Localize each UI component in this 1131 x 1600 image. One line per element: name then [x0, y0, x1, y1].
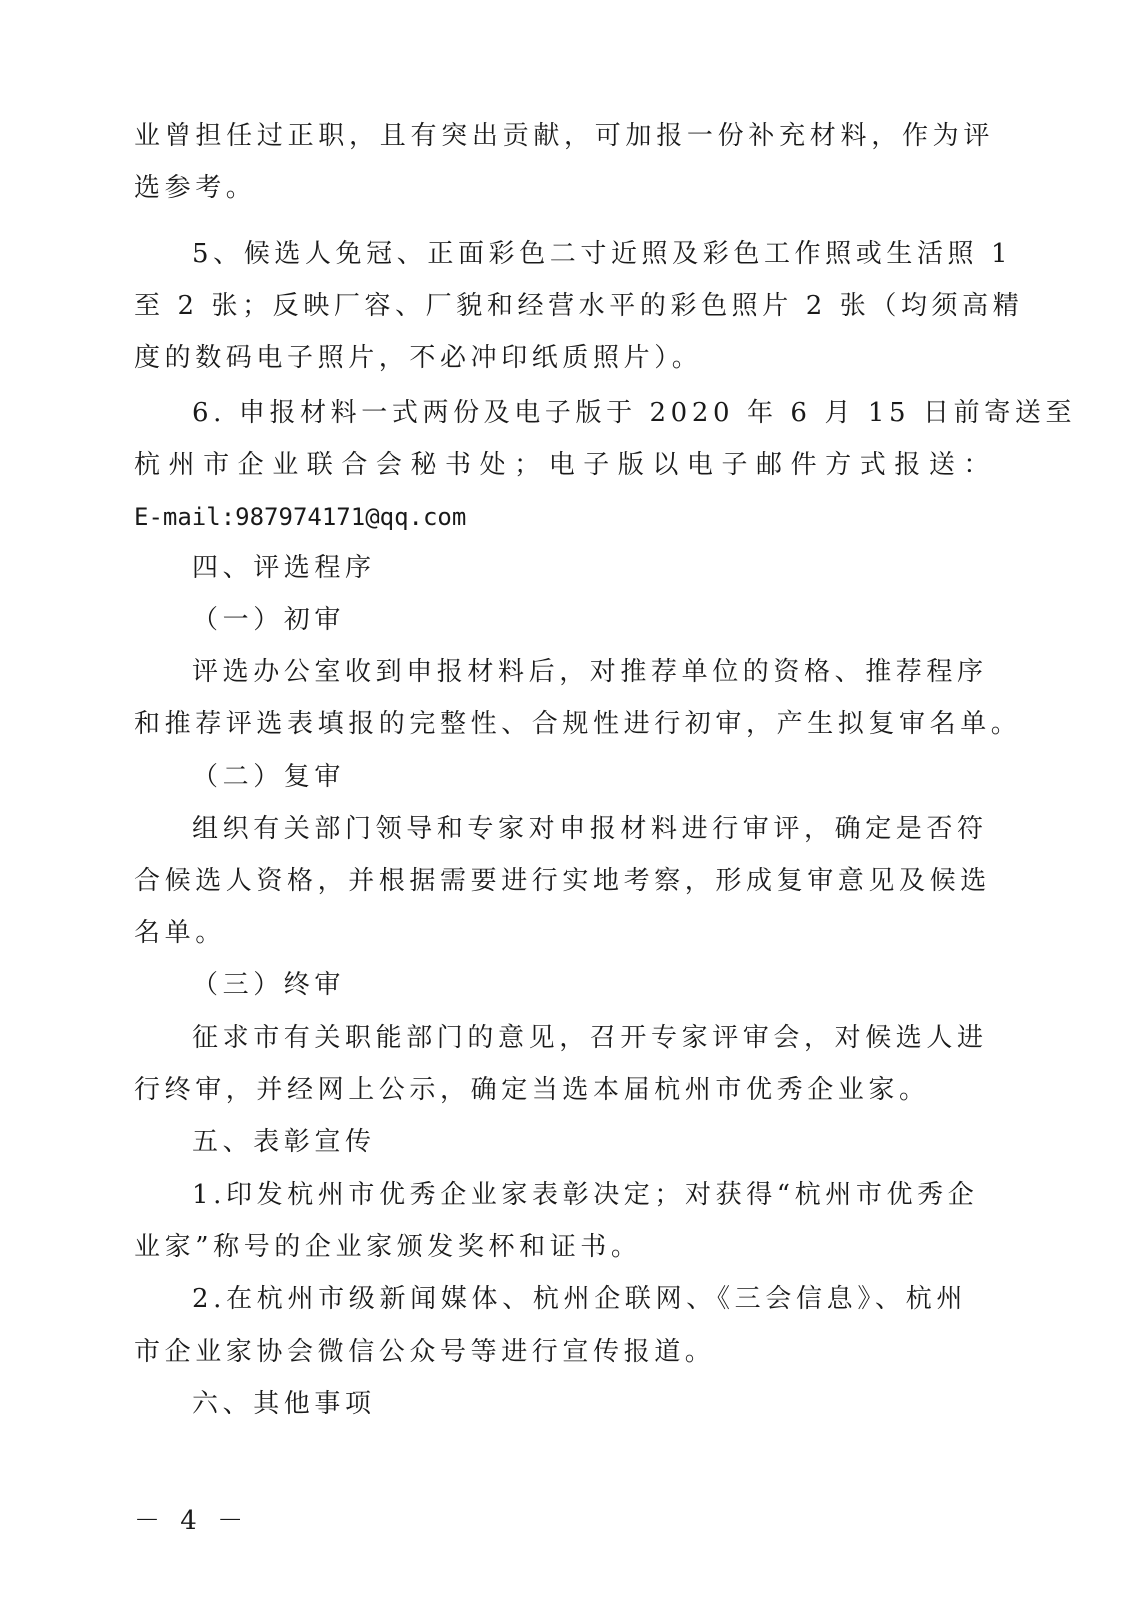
- paragraph-line: 选参考。: [134, 173, 257, 203]
- paragraph-line: 6. 申报材料一式两份及电子版于 2020 年 6 月 15 日前寄送至: [192, 398, 1077, 428]
- paragraph-line: 评选办公室收到申报材料后，对推荐单位的资格、推荐程序: [192, 657, 988, 687]
- paragraph-line: 至 2 张；反映厂容、厂貌和经营水平的彩色照片 2 张（均须高精: [134, 291, 1024, 321]
- email-line: E-mail:987974171@qq.com: [134, 503, 467, 531]
- paragraph-line: 名单。: [134, 918, 226, 948]
- paragraph-line: 1.印发杭州市优秀企业家表彰决定；对获得“杭州市优秀企: [192, 1180, 979, 1210]
- section-heading: 六、其他事项: [192, 1389, 376, 1419]
- subsection-heading: （三）终审: [192, 970, 346, 1000]
- paragraph-line: 度的数码电子照片，不必冲印纸质照片）。: [134, 343, 703, 373]
- subsection-heading: （一）初审: [192, 605, 346, 635]
- paragraph-line: 5、候选人免冠、正面彩色二寸近照及彩色工作照或生活照 1: [192, 239, 1013, 269]
- paragraph-line: 市企业家协会微信公众号等进行宣传报道。: [134, 1337, 716, 1367]
- paragraph-line: 合候选人资格，并根据需要进行实地考察，形成复审意见及候选: [134, 866, 991, 896]
- paragraph-line: 征求市有关职能部门的意见，召开专家评审会，对候选人进: [192, 1023, 988, 1053]
- paragraph-line: 业家”称号的企业家颁发奖杯和证书。: [134, 1232, 642, 1262]
- paragraph-line: 组织有关部门领导和专家对申报材料进行审评，确定是否符: [192, 814, 988, 844]
- section-heading: 五、表彰宣传: [192, 1127, 376, 1157]
- paragraph-line: 杭州市企业联合会秘书处；电子版以电子邮件方式报送：: [134, 450, 994, 480]
- page-number: － 4 －: [134, 1506, 250, 1536]
- paragraph-line: 和推荐评选表填报的完整性、合规性进行初审，产生拟复审名单。: [134, 709, 1022, 739]
- subsection-heading: （二）复审: [192, 762, 346, 792]
- paragraph-line: 行终审，并经网上公示，确定当选本届杭州市优秀企业家。: [134, 1075, 930, 1105]
- paragraph-line: 业曾担任过正职，且有突出贡献，可加报一份补充材料，作为评: [134, 121, 994, 151]
- paragraph-line: 2.在杭州市级新闻媒体、杭州企联网、《三会信息》、杭州: [192, 1284, 967, 1314]
- section-heading: 四、评选程序: [192, 553, 376, 583]
